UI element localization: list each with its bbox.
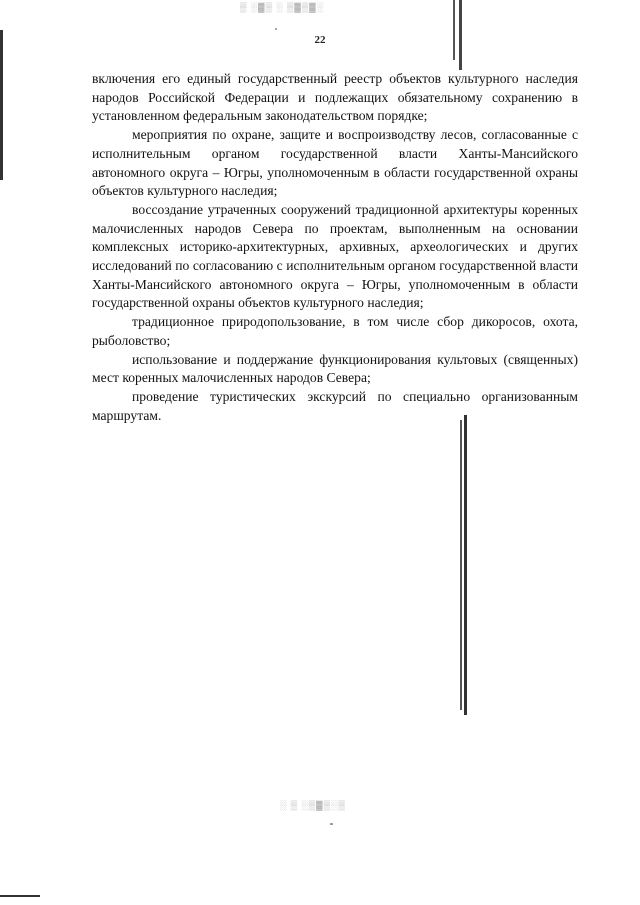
paragraph-forest-protection: мероприятия по охране, защите и воспроизводству лесов, согласованные с исполнительным органом государственной власти Ханты-Мансийского автономного округа – Югры, уполномоченным в области государственной охраны объектов культурного наследия;: [92, 127, 578, 199]
page-number: 22: [314, 34, 326, 46]
document-body: [92, 70, 578, 425]
scan-speck: [275, 28, 277, 30]
scan-artifact-mid-vertical-2: [464, 415, 467, 715]
scan-speck: [330, 823, 333, 825]
scan-artifact-mid-vertical-1: [460, 420, 462, 710]
scan-artifact-bottom-marks: ░ ▒ ░▒▓▒░▒: [280, 800, 346, 810]
scan-artifact-top-marks: ▒ ░▓▒ ░ ▒▓▒▓░: [240, 2, 325, 12]
paragraph-sacred-places: использование и поддержание функционирования культовых (священных) мест коренных малочисленных народов Севера;: [92, 351, 578, 386]
paragraph-traditional-nature-use: традиционное природопользование, в том числе сбор дикоросов, охота, рыболовство;: [92, 314, 578, 348]
paragraph-tourist-excursions: проведение туристических экскурсий по специально организованным маршрутам.: [92, 388, 578, 423]
scan-artifact-bottom-left: [0, 895, 40, 897]
scan-artifact-left-edge: [0, 30, 3, 180]
paragraph-architecture-reconstruction: воссоздание утраченных сооружений традиционной архитектуры коренных малочисленных народов Севера по проектам, выполненным на основании комплексных историко-архитектурных, архивных, археологических и других исследований по согласованию с исполнительным органом государственной власти Ханты-Мансийского автономного округа – Югры, уполномоченным в области государственной охраны объектов культурного наследия;: [92, 201, 578, 311]
scan-artifact-top-vertical-1: [453, 0, 455, 60]
paragraph-heritage-registry: включения его единый государственный реестр объектов культурного наследия народов Российской Федерации и подлежащих обязательному сохранению в установленном федеральным законодательством порядке;: [92, 71, 578, 124]
